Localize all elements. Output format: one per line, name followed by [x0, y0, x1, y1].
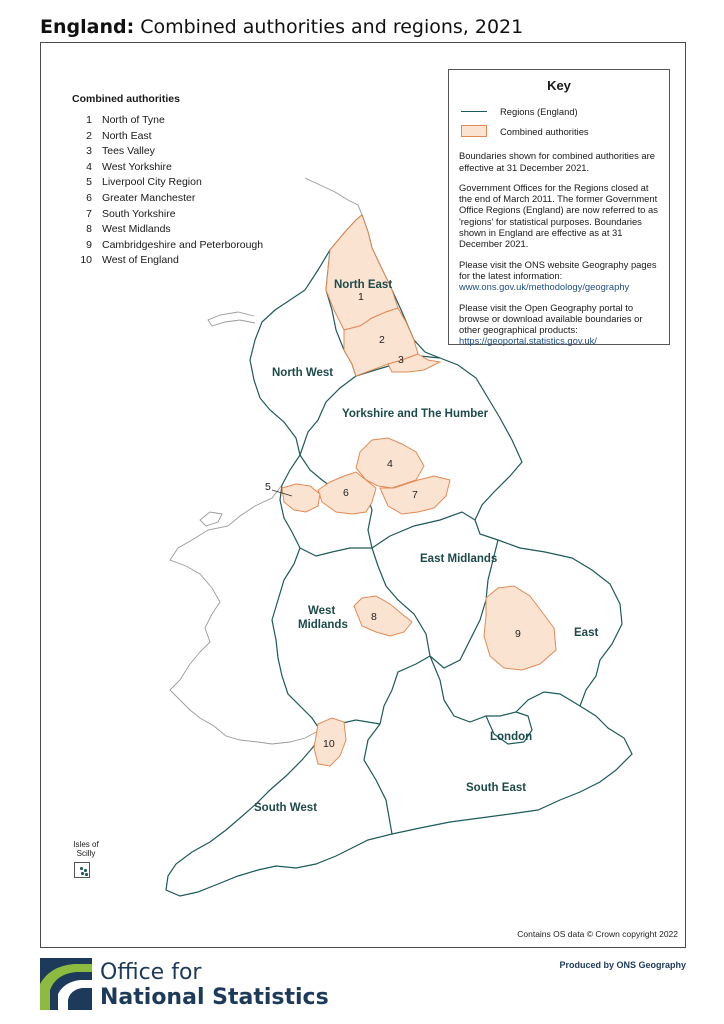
ca-list-number: 7: [86, 207, 92, 220]
ca-list-number: 3: [86, 145, 92, 158]
label-west-midlands-2: Midlands: [298, 619, 348, 631]
ca-number-7: 7: [412, 489, 418, 501]
ca-list-heading: Combined authorities: [72, 93, 180, 105]
ca-list-item: [72, 253, 292, 269]
ca-list-number: 4: [86, 160, 92, 173]
ca-list-number: 2: [86, 129, 92, 142]
label-south-west: South West: [254, 802, 318, 814]
copyright-credit: Contains OS data © Crown copyright 2022: [517, 929, 678, 939]
ca-list-name: West Yorkshire: [102, 160, 172, 173]
ca-list-name: South Yorkshire: [102, 207, 176, 220]
ca-number-3: 3: [398, 354, 404, 366]
ons-logo-icon: [40, 958, 92, 1010]
key-ca-row: [461, 121, 659, 141]
produced-by: Produced by ONS Geography: [559, 960, 686, 970]
key-ca-label: Combined authorities: [500, 125, 589, 137]
label-south-east: South East: [466, 782, 527, 794]
region-line-swatch: [461, 111, 487, 112]
label-london: London: [490, 731, 533, 743]
key-title: Key: [547, 78, 571, 93]
key-note-website: Please visit the ONS website Geography pages for the latest information: www.ons.gov.uk/methodology/geography: [459, 258, 657, 293]
ca-list-item: [72, 191, 292, 207]
ca-list-name: North East: [102, 129, 152, 142]
ca-list-item: [72, 160, 292, 176]
label-east-midlands: East Midlands: [420, 553, 498, 565]
combined-authorities-list: [72, 93, 292, 269]
anglesey-outline: [200, 512, 222, 526]
label-east: East: [574, 627, 599, 639]
isles-of-scilly-inset: [74, 862, 90, 878]
ca-number-6: 6: [343, 487, 349, 499]
key-regions-row: [461, 101, 659, 121]
ca-number-2: 2: [379, 334, 385, 346]
ca-number-8: 8: [371, 611, 377, 623]
ons-logo-text: Office for National Statistics: [100, 960, 329, 1010]
ca-list-item: [72, 238, 292, 254]
ca-list-number: 6: [86, 191, 92, 204]
ca-list-number: 1: [86, 114, 92, 126]
ca-list-item: [72, 129, 292, 145]
isles-of-scilly-label: Isles of Scilly: [73, 840, 99, 858]
ca-list-number: 8: [86, 223, 92, 236]
ca-number-10: 10: [323, 738, 335, 750]
ca-list-name: West Midlands: [102, 223, 171, 236]
ca-number-1: 1: [358, 291, 364, 303]
ca-list-name: Liverpool City Region: [102, 176, 202, 189]
geoportal-link[interactable]: https://geoportal.statistics.gov.uk/: [459, 335, 597, 347]
ca-number-5: 5: [265, 481, 271, 493]
key-note-government-offices: Government Offices for the Regions closed at the end of March 2011. The former Government Office Regions (England) are now referred to as 'regions' for statistical purposes. Boundaries shown in England are effective as at 31 December 2021.: [459, 181, 658, 250]
ca-fill-swatch: [461, 125, 487, 137]
ca-number-4: 4: [387, 458, 393, 470]
ca-list-item: [72, 175, 292, 191]
ca-list-number: 9: [86, 238, 92, 251]
key-note-boundaries: Boundaries shown for combined authorities are effective at 31 December 2021.: [459, 150, 655, 173]
label-west-midlands-1: West: [308, 605, 336, 617]
ons-geography-link[interactable]: www.ons.gov.uk/methodology/geography: [459, 281, 630, 293]
ca-list-number: 10: [80, 254, 92, 267]
ca-list-item: [72, 207, 292, 223]
label-north-west: North West: [272, 367, 334, 379]
ca-list-name: Greater Manchester: [102, 191, 196, 204]
key-note-portal: Please visit the Open Geography portal to browse or download available boundaries or other geographical products: https://geoportal.statistics.gov.uk/: [459, 301, 643, 347]
map-title: England: Combined authorities and regions, 2021: [40, 16, 524, 38]
ca-list-item: [72, 222, 292, 238]
ca-list-name: North of Tyne: [102, 114, 165, 126]
ca-list-name: Cambridgeshire and Peterborough: [102, 238, 264, 251]
ca-list-name: Tees Valley: [102, 145, 155, 158]
label-north-east: North East: [334, 279, 393, 291]
ca-list-number: 5: [86, 176, 92, 189]
ca-number-9: 9: [515, 628, 521, 640]
label-yorkshire: Yorkshire and The Humber: [342, 408, 489, 420]
ca-list-item: [72, 144, 292, 160]
map-key: [448, 69, 670, 345]
ca-list-item: [72, 113, 292, 129]
ca-list-name: West of England: [102, 254, 179, 267]
key-regions-label: Regions (England): [500, 105, 578, 117]
